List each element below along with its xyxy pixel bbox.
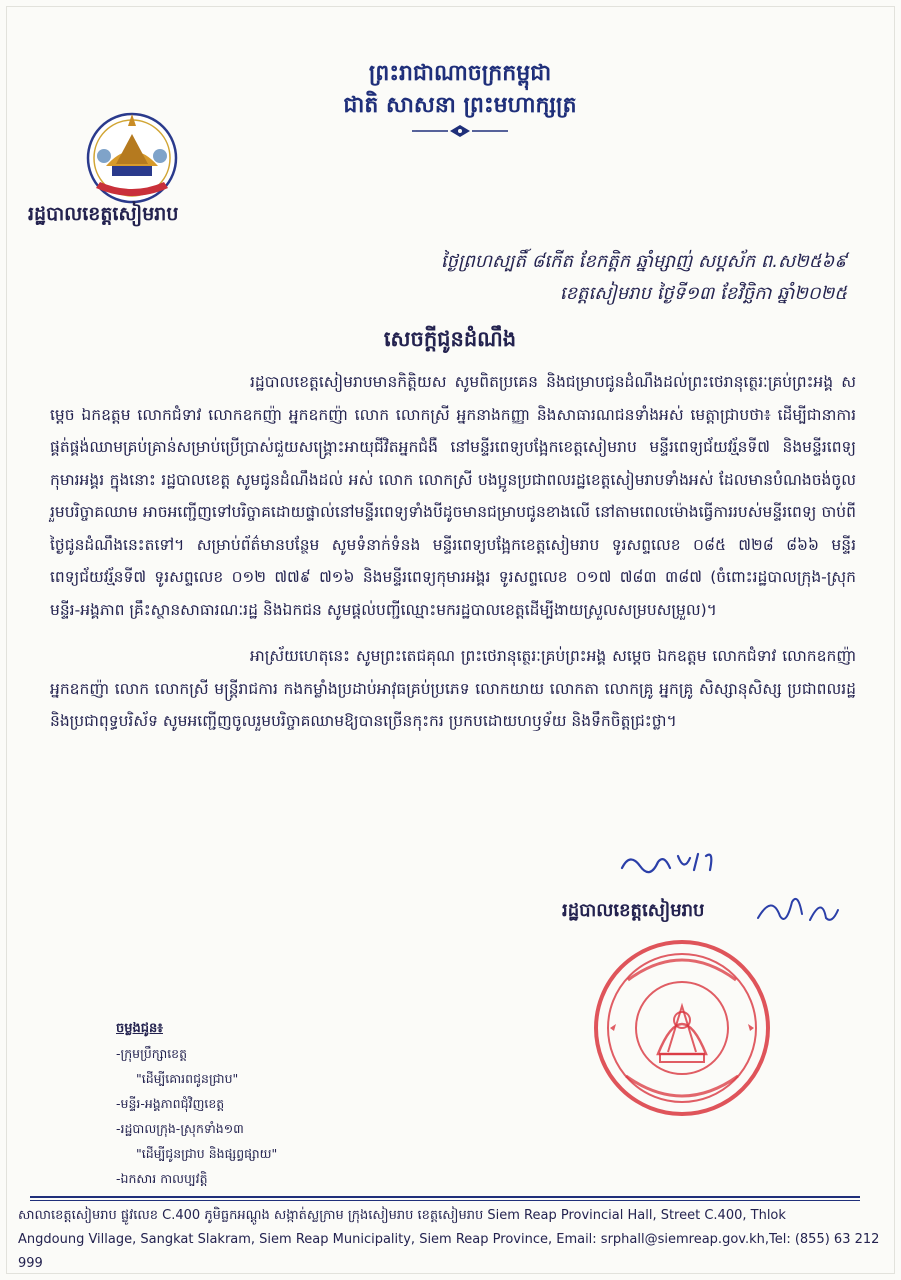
footer-divider-thin bbox=[30, 1200, 860, 1201]
footer-address bbox=[18, 1204, 882, 1276]
ornament-divider-icon bbox=[410, 124, 510, 138]
kingdom-header bbox=[340, 58, 580, 122]
issuing-office-name: រដ្ឋបាលខេត្តសៀមរាប bbox=[28, 203, 179, 225]
body-paragraph-2: អាស្រ័យហេតុនេះ សូមព្រះតេជគុណ ព្រះថេរានុត្ថេរៈគ្រប់ព្រះអង្គ សម្តេច ឯកឧត្តម លោកជំទាវ លោកឧកញ៉ា អ្នកឧកញ៉ា លោក លោកស្រី មន្ត្រីរាជការ កងកម្លាំងប្រដាប់អាវុធគ្រប់ប្រភេទ លោកយាយ លោកតា លោកគ្រូ អ្នកគ្រូ សិស្សានុសិស្ស ប្រជាពលរដ្ឋ និងប្រជាពុទ្ធបរិស័ទ សូមអញ្ជើញចូលរួមបរិច្ចាគឈាមឱ្យបានច្រើនកុះករ ប្រកបដោយហឫទ័យ និងទឹកចិត្តជ្រះថ្លា។ bbox=[50, 647, 856, 730]
cc-list bbox=[116, 1016, 416, 1191]
date-block bbox=[367, 246, 847, 310]
official-seal-icon bbox=[588, 934, 776, 1122]
kingdom-motto-line2: ជាតិ សាសនា ព្រះមហាក្សត្រ bbox=[343, 93, 577, 118]
cc-item: -រដ្ឋបាលក្រុង-ស្រុកទាំង១៣ bbox=[116, 1121, 244, 1136]
footer-line-1: សាលាខេត្តសៀមរាប ផ្លូវលេខ C.400 ភូមិធ្លកអណ្តូង សង្កាត់ស្លក្រាម ក្រុងសៀមរាប ខេត្តសៀមរាប Siem Reap Provincial Hall, Street C.400, Thlok bbox=[18, 1208, 786, 1223]
siem-reap-emblem-icon bbox=[76, 96, 188, 208]
body-paragraph-1: រដ្ឋបាលខេត្តសៀមរាបមានកិត្តិយស សូមពិតប្រគេន និងជម្រាបជូនដំណឹងដល់ព្រះថេរានុត្ថេរៈគ្រប់ព្រះអង្គ សម្តេច ឯកឧត្តម លោកជំទាវ លោកឧកញ៉ា អ្នកឧកញ៉ា លោក លោកស្រី អ្នកនាងកញ្ញា និងសាធារណជនទាំងអស់ មេត្តាជ្រាបថា៖ ដើម្បីជានាការផ្គត់ផ្គង់ឈាមគ្រប់គ្រាន់សម្រាប់ប្រើប្រាស់ជួយសង្គ្រោះអាយុជីវិតអ្នកជំងឺ នៅមន្ទីរពេទ្យបង្អែកខេត្តសៀមរាប មន្ទីរពេទ្យជ័យវរ្ម័នទី៧ និងមន្ទីរពេទ្យកុមារអង្គរ ក្នុងនោះ រដ្ឋបាលខេត្ត សូមជូនដំណឹងដល់ អស់ លោក លោកស្រី បងប្អូនប្រជាពលរដ្ឋខេត្តសៀមរាបទាំងអស់ ដែលមានបំណងចង់ចូលរួមបរិច្ចាគឈាម អាចអញ្ជើញទៅបរិច្ចាគដោយផ្ទាល់នៅមន្ទីរពេទ្យទាំងបីដូចមានជម្រាបជូនខាងលើ នៅតាមពេលម៉ោងធ្វើការរបស់មន្ទីរពេទ្យ ចាប់ពីថ្ងៃជូនដំណឹងនេះតទៅ។ សម្រាប់ព័ត៌មានបន្ថែម សូមទំនាក់ទំនង មន្ទីរពេទ្យបង្អែកខេត្តសៀមរាប ទូរសព្ទលេខ ០៨៥ ៧២៨ ៨៦៦ មន្ទីរពេទ្យជ័យវរ្ម័នទី៧ ទូរសព្ទលេខ ០១២ ៧៧៩ ៧១៦ និងមន្ទីរពេទ្យកុមារអង្គរ ទូរសព្ទលេខ ០១៧ ៧៨៣ ៣៨៧ (ចំពោះរដ្ឋបាលក្រុង-ស្រុក មន្ទីរ-អង្គភាព គ្រឹះស្ថានសាធារណៈរដ្ឋ និងឯកជន សូមផ្តល់បញ្ជីឈ្មោះមករដ្ឋបាលខេត្តដើម្បីងាយស្រួលសម្របសម្រួល)។ bbox=[50, 373, 856, 619]
signatory-office: រដ្ឋបាលខេត្តសៀមរាប bbox=[562, 900, 705, 921]
lunar-date: ថ្ងៃព្រហស្បតិ៍ ៨កើត ខែកត្ដិក ឆ្នាំម្សាញ់ សប្ដស័ក ព.ស២៥៦៩ bbox=[440, 251, 847, 272]
cc-item-note: "ដើម្បីជូនជ្រាប និងផ្សព្វផ្សាយ" bbox=[136, 1146, 278, 1161]
notice-body bbox=[50, 366, 856, 738]
cc-item: -ឯកសារ កាលប្បវត្តិ bbox=[116, 1171, 208, 1186]
cc-item-note: "ដើម្បីគោរពជូនជ្រាប" bbox=[136, 1071, 239, 1086]
cc-item: -ក្រុមប្រឹក្សាខេត្ត bbox=[116, 1046, 188, 1061]
document-title: សេចក្តីជូនដំណឹង bbox=[383, 327, 517, 351]
signature-icon bbox=[752, 890, 842, 930]
footer-line-2: Angdoung Village, Sangkat Slakram, Siem Reap Municipality, Siem Reap Province, Email: srphall@siemreap.gov.kh,Tel: (855) 63 212 999 bbox=[18, 1232, 880, 1271]
kingdom-motto-line1: ព្រះរាជាណាចក្រកម្ពុជា bbox=[368, 61, 552, 86]
cc-item: -មន្ទីរ-អង្គភាពជុំវិញខេត្ត bbox=[116, 1096, 225, 1111]
solar-date: ខេត្តសៀមរាប ថ្ងៃទី១៣ ខែវិច្ឆិកា ឆ្នាំ២០២៥ bbox=[559, 283, 847, 304]
handwritten-initials-icon bbox=[618, 848, 728, 876]
cc-heading: ចម្លងជូន៖ bbox=[116, 1021, 163, 1036]
footer-divider bbox=[30, 1196, 860, 1198]
